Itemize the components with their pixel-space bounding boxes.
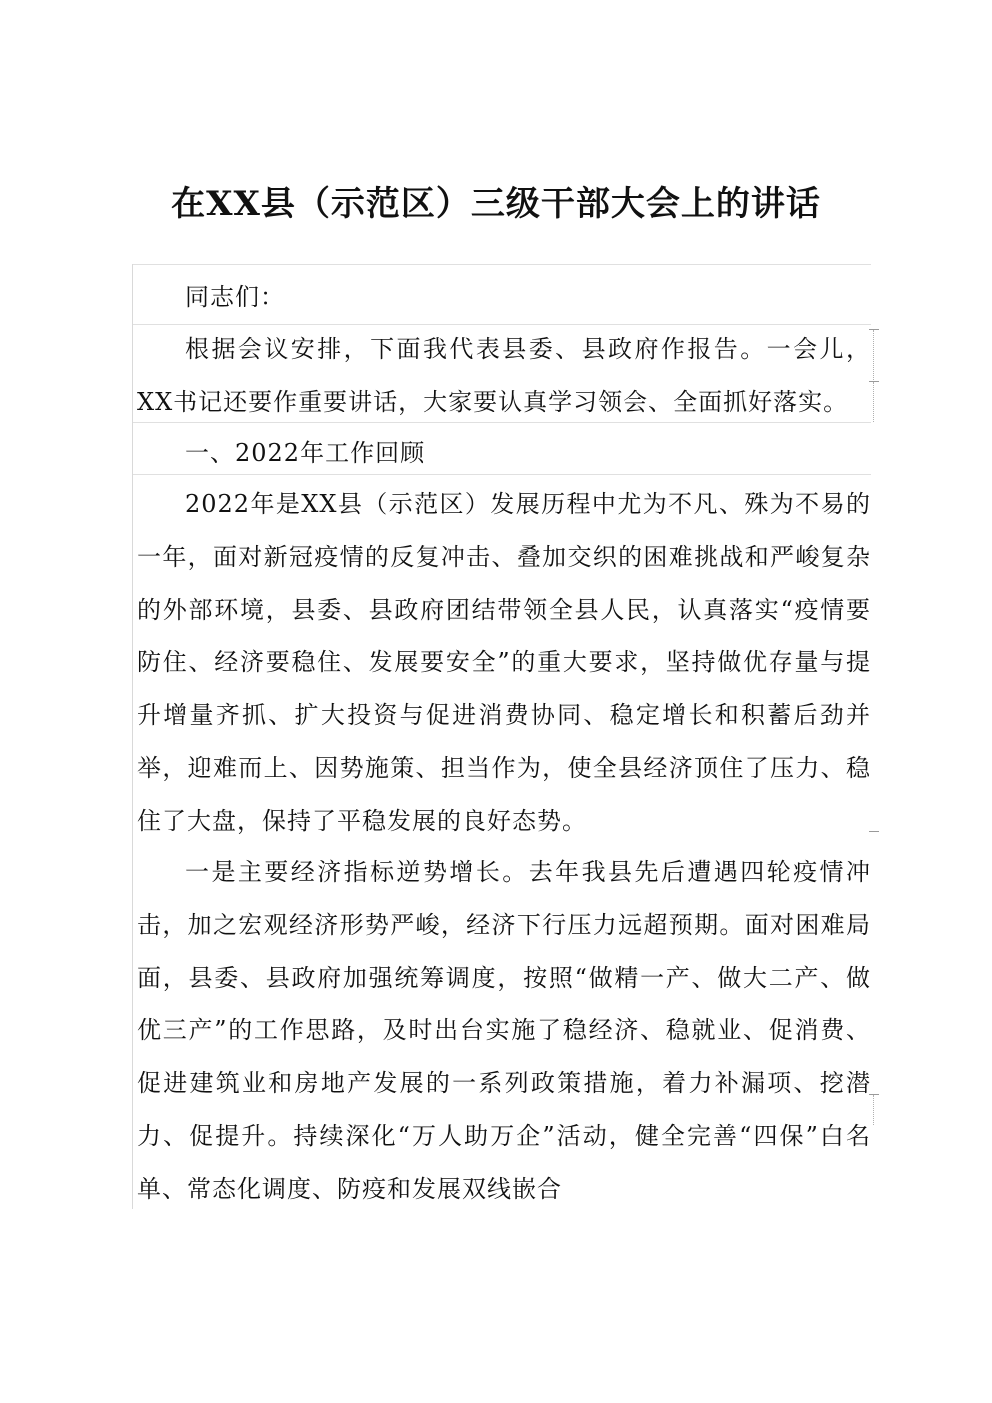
paragraph-end-mark [869, 329, 879, 330]
paragraph-divider [133, 474, 871, 475]
document-body [132, 264, 871, 1209]
paragraph-end-mark [869, 831, 879, 832]
paragraph-divider [133, 264, 871, 265]
paragraph-end-mark [869, 1094, 879, 1095]
paragraph-divider [133, 422, 871, 423]
section-heading-paragraph: 一、2022年工作回顾 [185, 439, 426, 467]
paragraph-end-mark [869, 381, 879, 382]
opening-paragraph: 根据会议安排，下面我代表县委、县政府作报告。一会儿，XX书记还要作重要讲话，大家要认真学习领会、全面抓好落实。 [137, 335, 871, 416]
line-end-guide [873, 330, 874, 382]
review-paragraph: 2022年是XX县（示范区）发展历程中尤为不凡、殊为不易的一年，面对新冠疫情的反复冲击、叠加交织的困难挑战和严峻复杂的外部环境，县委、县政府团结带领全县人民，认真落实“疫情要防住、经济要稳住、发展要安全”的重大要求，坚持做优存量与提升增量齐抓、扩大投资与促进消费协同、稳定增长和积蓄后劲并举，迎难而上、因势施策、担当作为，使全县经济顶住了压力、稳住了大盘，保持了平稳发展的良好态势。 [137, 490, 871, 835]
line-end-guide [873, 1095, 874, 1125]
line-end-guide [873, 382, 874, 422]
salutation-paragraph: 同志们： [185, 283, 285, 311]
document-title: 在XX县（示范区）三级干部大会上的讲话 [171, 184, 821, 224]
economy-paragraph: 一是主要经济指标逆势增长。去年我县先后遭遇四轮疫情冲击，加之宏观经济形势严峻，经济下行压力远超预期。面对困难局面，县委、县政府加强统筹调度，按照“做精一产、做大二产、做优三产”的工作思路，及时出台实施了稳经济、稳就业、促消费、促进建筑业和房地产发展的一系列政策措施，着力补漏项、挖潜力、促提升。持续深化“万人助万企”活动，健全完善“四保”白名单、常态化调度、防疫和发展双线嵌合 [137, 858, 871, 1203]
